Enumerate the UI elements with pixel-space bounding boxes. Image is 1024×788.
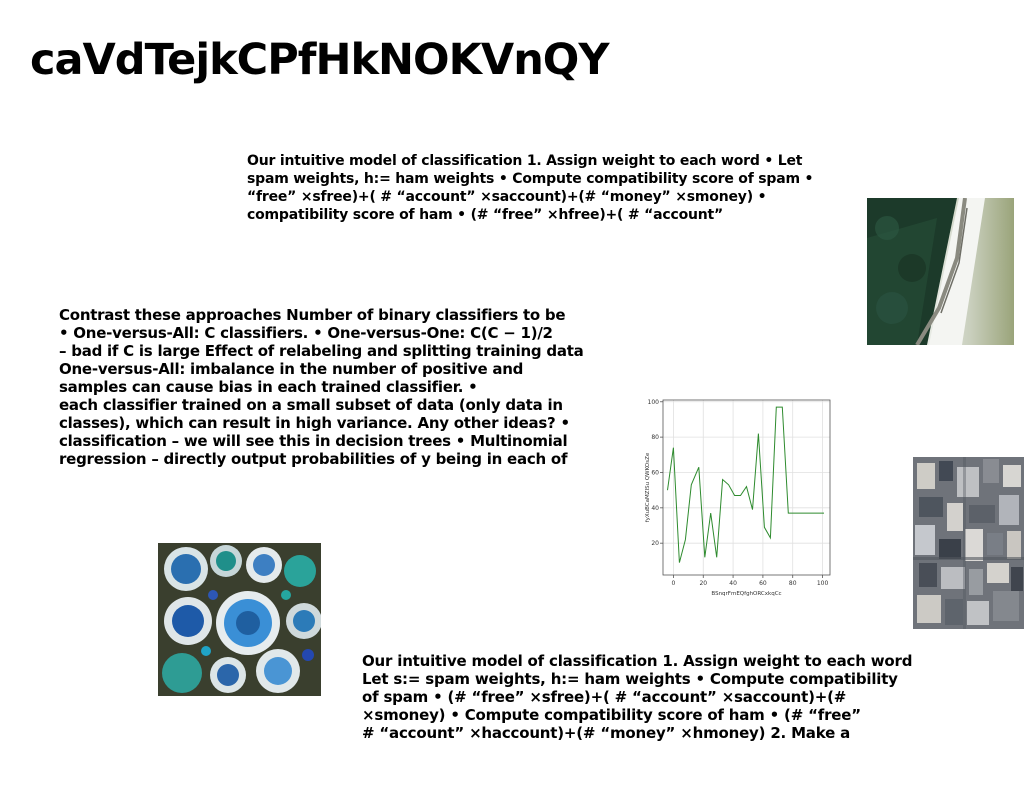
- text-block-top: [247, 152, 813, 224]
- text-line: of spam • (# “free” ×sfree)+( # “account” ×saccount)+(#: [362, 688, 847, 706]
- text-line: • One-versus-All: C classifiers. • One-versus-One: C(C − 1)/2: [59, 324, 553, 342]
- text-line: “free” ×sfree)+( # “account” ×saccount)+(# “money” ×smoney) •: [247, 189, 767, 205]
- text-line: classes), which can result in high variance. Any other ideas? •: [59, 414, 570, 432]
- y-tick-label: 100: [647, 398, 659, 406]
- text-block-middle: [59, 306, 584, 468]
- blue-pottery-bowls-photo: [158, 543, 321, 696]
- text-line: samples can cause bias in each trained classifier. •: [59, 378, 478, 396]
- page-title: caVdTejkCPfHkNOKVnQY: [30, 35, 609, 85]
- y-tick-label: 20: [651, 540, 659, 548]
- text-line: Our intuitive model of classification 1. Assign weight to each word • Let: [247, 153, 803, 169]
- y-axis-label: fyXuBCaMZISu QWKOsZe: [645, 452, 651, 523]
- x-tick-label: 80: [788, 580, 797, 587]
- text-line: regression – directly output probabilities of y being in each of: [59, 450, 568, 468]
- text-line: Our intuitive model of classification 1. Assign weight to each word: [362, 652, 913, 670]
- x-axis-label: BSnqrFmEQfghORCxkqCc: [711, 591, 782, 597]
- text-line: Let s:= spam weights, h:= ham weights • Compute compatibility: [362, 670, 898, 688]
- x-tick-label: 60: [759, 580, 767, 587]
- text-line: spam weights, h:= ham weights • Compute compatibility score of spam •: [247, 171, 814, 187]
- text-line: ×smoney) • Compute compatibility score of ham • (# “free”: [362, 706, 861, 724]
- text-line: Contrast these approaches Number of binary classifiers to be: [59, 306, 566, 324]
- text-line: compatibility score of ham • (# “free” ×hfree)+( # “account”: [247, 207, 724, 223]
- x-tick-label: 0: [671, 580, 676, 587]
- x-tick-label: 40: [729, 580, 737, 587]
- line-chart: [640, 392, 838, 600]
- x-tick-label: 100: [816, 580, 829, 587]
- text-line: classification – we will see this in decision trees • Multinomial: [59, 432, 568, 450]
- text-line: # “account” ×haccount)+(# “money” ×hmoney) 2. Make a: [362, 724, 851, 742]
- y-tick-label: 40: [651, 504, 659, 512]
- text-line: One-versus-All: imbalance in the number of positive and: [59, 360, 524, 378]
- x-tick-label: 20: [699, 580, 708, 587]
- aerial-city-photo: [913, 457, 1024, 629]
- text-line: each classifier trained on a small subset of data (only data in: [59, 396, 563, 414]
- series-line: [668, 407, 825, 562]
- text-block-bottom: [362, 652, 912, 742]
- y-tick-label: 60: [651, 469, 659, 477]
- aerial-coastline-photo: [867, 198, 1014, 345]
- y-tick-label: 80: [651, 434, 659, 442]
- text-line: – bad if C is large Effect of relabeling and splitting training data: [59, 342, 584, 360]
